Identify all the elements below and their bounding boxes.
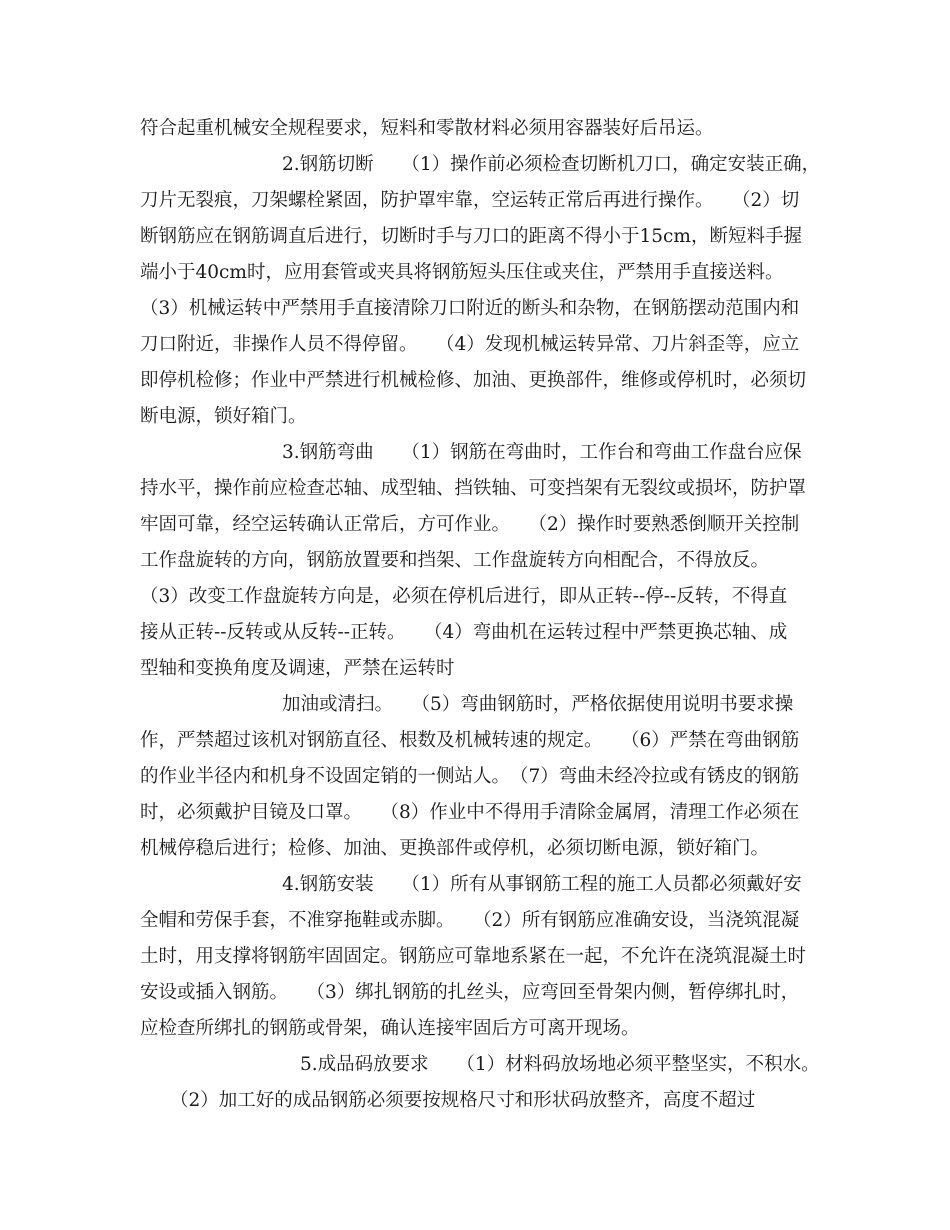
text-line: 工作盘旋转的方向，钢筋放置要和挡架、工作盘旋转方向相配合，不得放反。 <box>140 550 770 571</box>
text-line: 土时，用支撑将钢筋牢固固定。钢筋应可靠地系紧在一起，不允许在浇筑混凝土时 <box>140 946 807 967</box>
text-line: 刀口附近，非操作人员不得停留。 （4）发现机械运转异常、刀片斜歪等，应立 <box>140 334 800 355</box>
text-line: 型轴和变换角度及调速，严禁在运转时 <box>140 658 455 679</box>
text-line: 断电源，锁好箱门。 <box>140 406 307 427</box>
text-line: 即停机检修；作业中严禁进行机械检修、加油、更换部件，维修或停机时，必须切 <box>140 370 807 391</box>
section-heading-cutting: 2.钢筋切断 （1）操作前必须检查切断机刀口，确定安装正确， <box>282 154 821 175</box>
text-line: 接从正转--反转或从反转--正转。 （4）弯曲机在运转过程中严禁更换芯轴、成 <box>140 622 788 643</box>
text-line: 安设或插入钢筋。 （3）绑扎钢筋的扎丝头，应弯回至骨架内侧，暂停绑扎时， <box>140 982 800 1003</box>
text-line: 刀片无裂痕，刀架螺栓紧固，防护罩牢靠，空运转正常后再进行操作。 （2）切 <box>140 190 800 211</box>
section-heading-stacking: 5.成品码放要求 （1）材料码放场地必须平整坚实，不积水。 <box>300 1054 820 1075</box>
text-line: 加油或清扫。 （5）弯曲钢筋时，严格依据使用说明书要求操 <box>282 694 794 715</box>
text-line: 断钢筋应在钢筋调直后进行，切断时手与刀口的距离不得小于15cm，断短料手握 <box>140 226 802 247</box>
text-line: 持水平，操作前应检查芯轴、成型轴、挡铁轴、可变挡架有无裂纹或损坏，防护罩 <box>140 478 807 499</box>
text-line: 的作业半径内和机身不设固定销的一侧站人。 （7）弯曲未经冷拉或有锈皮的钢筋 <box>140 766 800 787</box>
text-line: 应检查所绑扎的钢筋或骨架，确认连接牢固后方可离开现场。 <box>140 1018 640 1039</box>
text-line: 机械停稳后进行；检修、加油、更换部件或停机，必须切断电源，锁好箱门。 <box>140 838 770 859</box>
text-line: 符合起重机械安全规程要求，短料和零散材料必须用容器装好后吊运。 <box>140 118 714 139</box>
text-line: （3）改变工作盘旋转方向是，必须在停机后进行，即从正转--停--反转，不得直 <box>140 586 788 607</box>
section-heading-installation: 4.钢筋安装 （1）所有从事钢筋工程的施工人员都必须戴好安 <box>282 874 802 895</box>
text-line: （3）机械运转中严禁用手直接清除刀口附近的断头和杂物，在钢筋摆动范围内和 <box>140 298 800 319</box>
text-line: 全帽和劳保手套，不准穿拖鞋或赤脚。 （2）所有钢筋应准确安设，当浇筑混凝 <box>140 910 800 931</box>
text-line: 作，严禁超过该机对钢筋直径、根数及机械转速的规定。 （6）严禁在弯曲钢筋 <box>140 730 800 751</box>
text-line: 端小于40cm时，应用套管或夹具将钢筋短头压住或夹住，严禁用手直接送料。 <box>140 262 784 283</box>
text-line: 时，必须戴护目镜及口罩。 （8）作业中不得用手清除金属屑，清理工作必须在 <box>140 802 800 823</box>
text-line: 牢固可靠，经空运转确认正常后，方可作业。 （2）操作时要熟悉倒顺开关控制 <box>140 514 800 535</box>
text-line: （2）加工好的成品钢筋必须要按规格尺寸和形状码放整齐，高度不超过 <box>170 1090 756 1111</box>
section-heading-bending: 3.钢筋弯曲 （1）钢筋在弯曲时，工作台和弯曲工作盘台应保 <box>282 442 802 463</box>
